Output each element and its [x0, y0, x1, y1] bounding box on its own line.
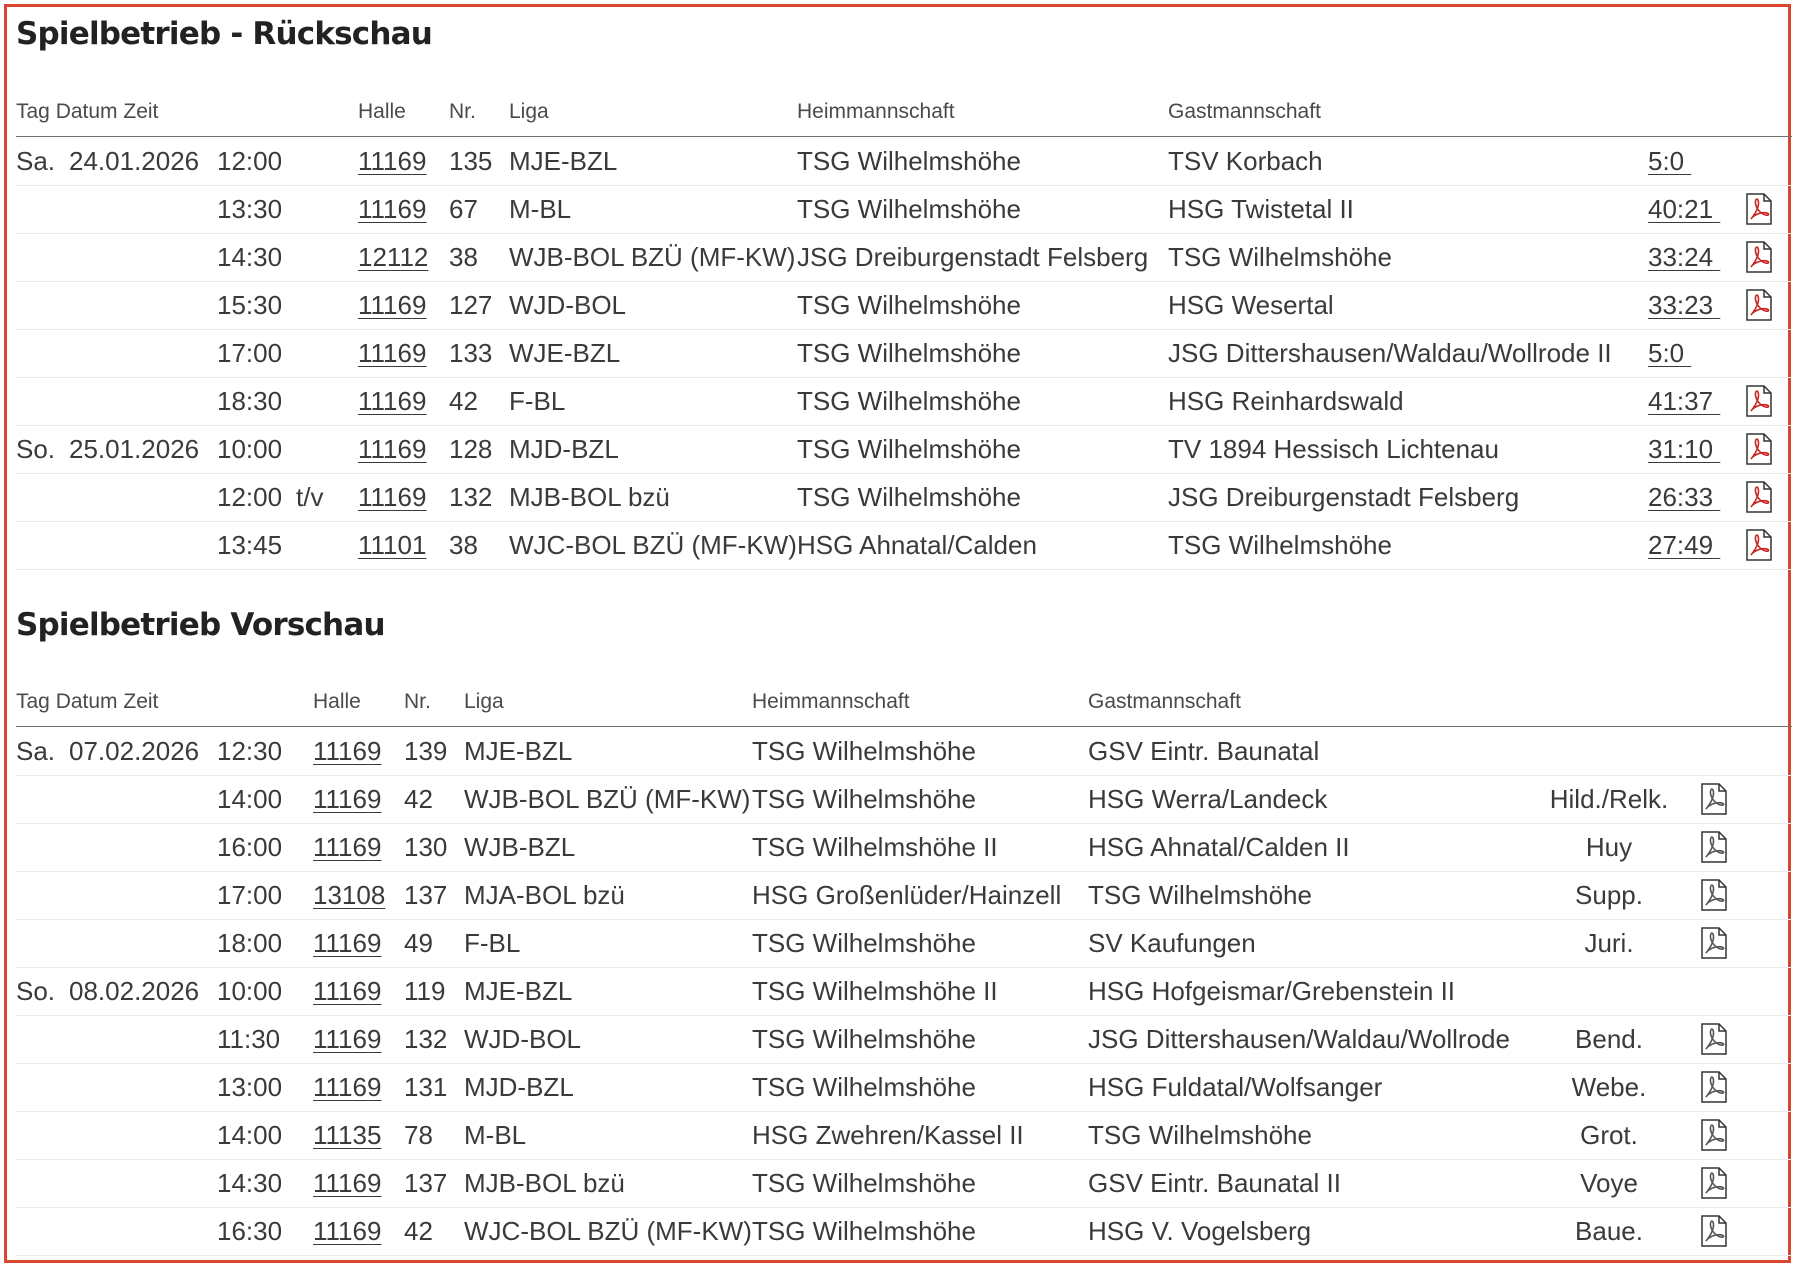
table-row — [16, 1207, 1792, 1256]
match-time: 17:00 — [217, 880, 283, 910]
col-header-tag-datum-zeit: Tag Datum Zeit — [16, 100, 159, 123]
match-number: 132 — [404, 1024, 448, 1054]
hall-link[interactable]: 11169 — [313, 1216, 382, 1246]
match-day: So. — [16, 434, 56, 464]
col-header-nr: Nr. — [449, 100, 476, 123]
match-date: 08.02.2026 — [69, 976, 200, 1006]
home-team: TSG Wilhelmshöhe — [797, 146, 1021, 176]
referee: Grot. — [1580, 1120, 1638, 1150]
league: MJD-BZL — [509, 434, 619, 464]
score-link[interactable]: 26:33 — [1648, 482, 1721, 512]
match-number: 133 — [449, 338, 493, 368]
match-date: 25.01.2026 — [69, 434, 200, 464]
col-header-liga: Liga — [509, 100, 549, 123]
match-time: 18:30 — [217, 386, 283, 416]
league: M-BL — [464, 1120, 527, 1150]
score-link[interactable]: 5:0 — [1648, 146, 1692, 176]
match-time: 14:00 — [217, 784, 283, 814]
table-row — [16, 1111, 1792, 1160]
match-number: 127 — [449, 290, 493, 320]
match-number: 131 — [404, 1072, 448, 1102]
league: WJC-BOL BZÜ (MF-KW) — [464, 1216, 752, 1246]
match-time: 13:00 — [217, 1072, 283, 1102]
match-date: 07.02.2026 — [69, 736, 200, 766]
pdf-gray-icon[interactable] — [1700, 783, 1728, 815]
hall-link[interactable]: 13108 — [313, 880, 386, 910]
home-team: HSG Zwehren/Kassel II — [752, 1120, 1024, 1150]
guest-team: HSG Hofgeismar/Grebenstein II — [1088, 976, 1456, 1006]
match-time: 12:00 — [217, 482, 283, 512]
home-team: HSG Großenlüder/Hainzell — [752, 880, 1062, 910]
match-number: 119 — [404, 976, 446, 1006]
match-time: 16:00 — [217, 832, 283, 862]
hall-link[interactable]: 11169 — [313, 736, 382, 766]
col-header-halle: Halle — [313, 690, 361, 713]
hall-link[interactable]: 11169 — [358, 386, 427, 416]
guest-team: JSG Dittershausen/Waldau/Wollrode II — [1168, 338, 1612, 368]
pdf-gray-icon[interactable] — [1700, 1023, 1728, 1055]
referee: Baue. — [1575, 1216, 1643, 1246]
guest-team: GSV Eintr. Baunatal — [1088, 736, 1320, 766]
pdf-red-icon[interactable] — [1745, 433, 1773, 465]
guest-team: TSG Wilhelmshöhe — [1168, 242, 1392, 272]
home-team: TSG Wilhelmshöhe — [752, 928, 976, 958]
match-number: 38 — [449, 530, 478, 560]
referee: Juri. — [1584, 928, 1634, 958]
col-header-nr: Nr. — [404, 690, 431, 713]
home-team: TSG Wilhelmshöhe II — [752, 832, 998, 862]
match-number: 67 — [449, 194, 478, 224]
home-team: TSG Wilhelmshöhe — [752, 1168, 976, 1198]
home-team: HSG Ahnatal/Calden — [797, 530, 1037, 560]
hall-link[interactable]: 11169 — [313, 832, 382, 862]
review-table-header — [16, 100, 1792, 137]
match-time: 16:30 — [217, 1216, 283, 1246]
home-team: TSG Wilhelmshöhe — [797, 386, 1021, 416]
match-time: 12:30 — [217, 736, 283, 766]
guest-team: HSG Wesertal — [1168, 290, 1334, 320]
league: MJE-BZL — [509, 146, 618, 176]
league: WJB-BOL BZÜ (MF-KW) — [464, 784, 751, 814]
referee: Bend. — [1575, 1024, 1643, 1054]
match-number: 135 — [449, 146, 493, 176]
match-time: 11:30 — [217, 1024, 281, 1054]
table-row — [16, 1063, 1792, 1112]
hall-link[interactable]: 11169 — [313, 1072, 382, 1102]
hall-link[interactable]: 11169 — [358, 482, 427, 512]
score-link[interactable]: 5:0 — [1648, 338, 1692, 368]
guest-team: HSG V. Vogelsberg — [1088, 1216, 1312, 1246]
table-row — [16, 233, 1792, 282]
table-row — [16, 329, 1792, 378]
league: M-BL — [509, 194, 572, 224]
pdf-gray-icon[interactable] — [1700, 831, 1728, 863]
league: WJD-BOL — [509, 290, 626, 320]
pdf-red-icon[interactable] — [1745, 241, 1773, 273]
table-row — [16, 473, 1792, 522]
home-team: TSG Wilhelmshöhe — [797, 482, 1021, 512]
table-row — [16, 185, 1792, 234]
score-link[interactable]: 41:37 — [1648, 386, 1721, 416]
match-number: 42 — [404, 784, 433, 814]
match-time: 17:00 — [217, 338, 283, 368]
table-row — [16, 137, 1792, 186]
table-row — [16, 727, 1792, 776]
pdf-red-icon[interactable] — [1745, 529, 1773, 561]
col-header-tag-datum-zeit: Tag Datum Zeit — [16, 690, 159, 713]
match-number: 42 — [404, 1216, 433, 1246]
league: WJB-BOL BZÜ (MF-KW) — [509, 242, 796, 272]
match-time: 14:30 — [217, 242, 283, 272]
match-day: So. — [16, 976, 56, 1006]
match-day: Sa. — [16, 146, 56, 176]
league: MJD-BZL — [464, 1072, 574, 1102]
match-number: 130 — [404, 832, 448, 862]
league: WJE-BZL — [509, 338, 621, 368]
review-section-title: Spielbetrieb - Rückschau — [16, 16, 433, 52]
hall-link[interactable]: 11169 — [358, 434, 427, 464]
league: WJC-BOL BZÜ (MF-KW) — [509, 530, 797, 560]
match-date: 24.01.2026 — [69, 146, 200, 176]
guest-team: JSG Dreiburgenstadt Felsberg — [1168, 482, 1520, 512]
guest-team: GSV Eintr. Baunatal II — [1088, 1168, 1341, 1198]
table-row — [16, 1015, 1792, 1064]
match-number: 139 — [404, 736, 448, 766]
league: MJB-BOL bzü — [509, 482, 670, 512]
col-header-liga: Liga — [464, 690, 504, 713]
home-team: TSG Wilhelmshöhe II — [752, 976, 998, 1006]
hall-link[interactable]: 11169 — [358, 338, 427, 368]
table-row — [16, 281, 1792, 330]
match-number: 132 — [449, 482, 493, 512]
home-team: TSG Wilhelmshöhe — [752, 784, 976, 814]
pdf-gray-icon[interactable] — [1700, 927, 1728, 959]
match-time: 14:30 — [217, 1168, 283, 1198]
match-day: Sa. — [16, 736, 56, 766]
league: MJA-BOL bzü — [464, 880, 625, 910]
hall-link[interactable]: 11135 — [313, 1120, 382, 1150]
pdf-gray-icon[interactable] — [1700, 1071, 1728, 1103]
referee: Webe. — [1571, 1072, 1647, 1102]
guest-team: TSV Korbach — [1168, 146, 1323, 176]
table-row — [16, 871, 1792, 920]
score-link[interactable]: 40:21 — [1648, 194, 1721, 224]
preview-section-title: Spielbetrieb Vorschau — [16, 607, 385, 643]
guest-team: HSG Ahnatal/Calden II — [1088, 832, 1350, 862]
hall-link[interactable]: 11169 — [313, 784, 382, 814]
match-number: 49 — [404, 928, 433, 958]
hall-link[interactable]: 11169 — [313, 976, 382, 1006]
pdf-gray-icon[interactable] — [1700, 1119, 1728, 1151]
pdf-gray-icon[interactable] — [1700, 879, 1728, 911]
match-time: 13:30 — [217, 194, 283, 224]
hall-link[interactable]: 11169 — [313, 928, 382, 958]
table-row — [16, 823, 1792, 872]
home-team: TSG Wilhelmshöhe — [797, 194, 1021, 224]
preview-table-header — [16, 690, 1792, 727]
hall-link[interactable]: 11169 — [358, 194, 427, 224]
guest-team: SV Kaufungen — [1088, 928, 1256, 958]
match-number: 137 — [404, 880, 448, 910]
league: MJE-BZL — [464, 736, 573, 766]
match-time: 10:00 — [217, 976, 283, 1006]
referee: Huy — [1585, 832, 1633, 862]
match-number: 137 — [404, 1168, 448, 1198]
table-row — [16, 919, 1792, 968]
referee: Hild./Relk. — [1549, 784, 1669, 814]
home-team: TSG Wilhelmshöhe — [752, 1072, 976, 1102]
match-time: 18:00 — [217, 928, 283, 958]
match-time: 12:00 — [217, 146, 283, 176]
home-team: TSG Wilhelmshöhe — [797, 338, 1021, 368]
guest-team: TSG Wilhelmshöhe — [1168, 530, 1392, 560]
league: F-BL — [509, 386, 566, 416]
table-row — [16, 775, 1792, 824]
referee: Voye — [1580, 1168, 1638, 1198]
home-team: TSG Wilhelmshöhe — [752, 736, 976, 766]
hall-link[interactable]: 12112 — [358, 242, 429, 272]
pdf-gray-icon[interactable] — [1700, 1215, 1728, 1247]
match-number: 128 — [449, 434, 493, 464]
guest-team: HSG Reinhardswald — [1168, 386, 1404, 416]
col-header-heimmannschaft: Heimmannschaft — [797, 100, 955, 123]
table-row — [16, 425, 1792, 474]
score-link[interactable]: 33:23 — [1648, 290, 1721, 320]
home-team: TSG Wilhelmshöhe — [797, 434, 1021, 464]
col-header-gastmannschaft: Gastmannschaft — [1088, 690, 1241, 713]
pdf-red-icon[interactable] — [1745, 289, 1773, 321]
pdf-red-icon[interactable] — [1745, 193, 1773, 225]
match-number: 42 — [449, 386, 478, 416]
match-number: 78 — [404, 1120, 433, 1150]
table-row — [16, 377, 1792, 426]
home-team: JSG Dreiburgenstadt Felsberg — [797, 242, 1149, 272]
league: MJB-BOL bzü — [464, 1168, 625, 1198]
guest-team: TV 1894 Hessisch Lichtenau — [1168, 434, 1499, 464]
col-header-heimmannschaft: Heimmannschaft — [752, 690, 910, 713]
table-row — [16, 967, 1792, 1016]
match-time: 13:45 — [217, 530, 283, 560]
score-link[interactable]: 27:49 — [1648, 530, 1721, 560]
hall-link[interactable]: 11169 — [313, 1024, 382, 1054]
guest-team: JSG Dittershausen/Waldau/Wollrode — [1088, 1024, 1510, 1054]
table-row — [16, 1159, 1792, 1208]
pdf-gray-icon[interactable] — [1700, 1167, 1728, 1199]
col-header-gastmannschaft: Gastmannschaft — [1168, 100, 1321, 123]
col-header-halle: Halle — [358, 100, 406, 123]
guest-team: HSG Twistetal II — [1168, 194, 1354, 224]
match-time: 10:00 — [217, 434, 283, 464]
guest-team: HSG Werra/Landeck — [1088, 784, 1328, 814]
match-time: 14:00 — [217, 1120, 283, 1150]
league: MJE-BZL — [464, 976, 573, 1006]
guest-team: TSG Wilhelmshöhe — [1088, 1120, 1312, 1150]
hall-link[interactable]: 11101 — [358, 530, 427, 560]
hall-link[interactable]: 11169 — [358, 290, 427, 320]
table-row — [16, 521, 1792, 570]
home-team: TSG Wilhelmshöhe — [797, 290, 1021, 320]
guest-team: HSG Fuldatal/Wolfsanger — [1088, 1072, 1383, 1102]
guest-team: TSG Wilhelmshöhe — [1088, 880, 1312, 910]
league: WJB-BZL — [464, 832, 576, 862]
pdf-red-icon[interactable] — [1745, 385, 1773, 417]
match-flag: t/v — [296, 482, 324, 512]
score-link[interactable]: 31:10 — [1648, 434, 1721, 464]
home-team: TSG Wilhelmshöhe — [752, 1216, 976, 1246]
match-time: 15:30 — [217, 290, 283, 320]
match-number: 38 — [449, 242, 478, 272]
score-link[interactable]: 33:24 — [1648, 242, 1721, 272]
hall-link[interactable]: 11169 — [313, 1168, 382, 1198]
hall-link[interactable]: 11169 — [358, 146, 427, 176]
pdf-red-icon[interactable] — [1745, 481, 1773, 513]
home-team: TSG Wilhelmshöhe — [752, 1024, 976, 1054]
league: F-BL — [464, 928, 521, 958]
referee: Supp. — [1575, 880, 1643, 910]
league: WJD-BOL — [464, 1024, 581, 1054]
